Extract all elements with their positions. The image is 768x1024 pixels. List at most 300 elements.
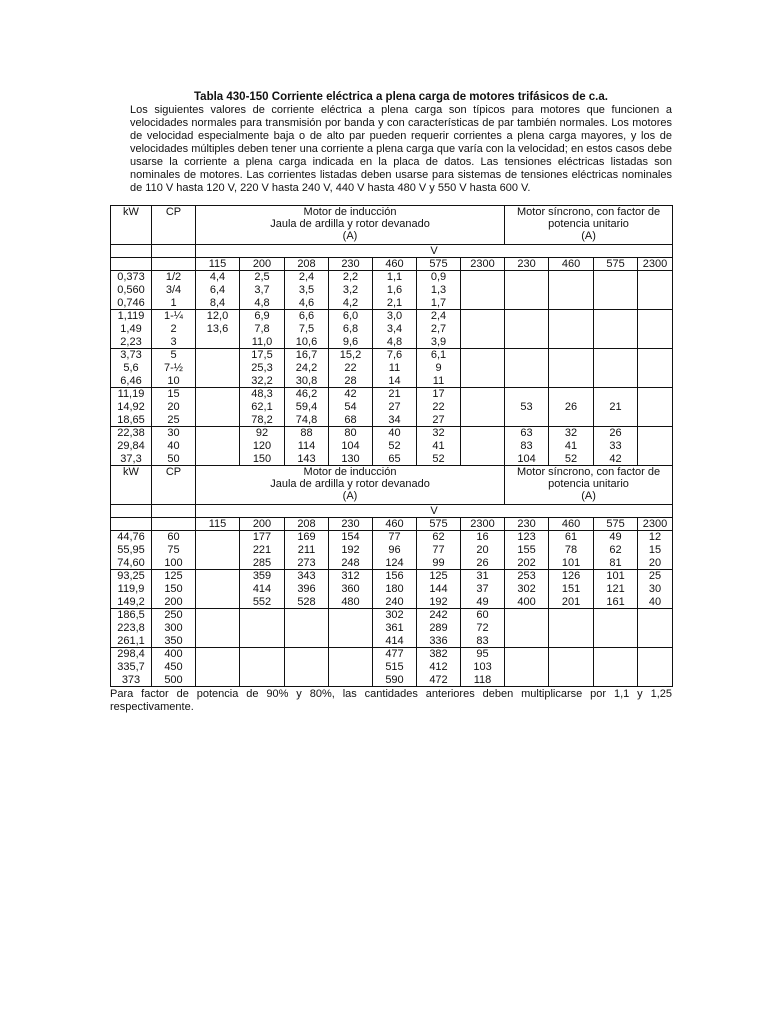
current-cell: 30 [638, 583, 673, 596]
current-cell [549, 622, 594, 635]
cp-cell: 450 [152, 661, 196, 674]
table-row [111, 284, 673, 297]
current-cell: 2,4 [417, 310, 461, 323]
current-cell [638, 388, 673, 401]
kw-cell: 223,8 [111, 622, 152, 635]
kw-cell: 3,73 [111, 349, 152, 362]
current-cell: 6,6 [285, 310, 329, 323]
current-cell: 41 [417, 440, 461, 453]
current-cell: 32 [549, 427, 594, 440]
current-cell: 289 [417, 622, 461, 635]
voltage-header: 200 [240, 258, 285, 271]
current-cell: 15,2 [329, 349, 373, 362]
kw-cell: 1,119 [111, 310, 152, 323]
current-cell [549, 284, 594, 297]
current-cell: 359 [240, 570, 285, 583]
voltage-header: 575 [417, 518, 461, 531]
current-cell: 12,0 [196, 310, 240, 323]
current-cell [196, 596, 240, 609]
current-cell [285, 648, 329, 661]
voltage-row [111, 518, 673, 531]
current-cell [505, 674, 549, 687]
current-cell [594, 323, 638, 336]
cp-cell: 20 [152, 401, 196, 414]
current-cell [549, 414, 594, 427]
current-cell: 53 [505, 401, 549, 414]
cp-cell: 300 [152, 622, 196, 635]
table-row [111, 427, 673, 440]
current-cell [638, 401, 673, 414]
kw-cell: 149,2 [111, 596, 152, 609]
current-cell [549, 336, 594, 349]
current-cell: 40 [373, 427, 417, 440]
voltage-header: 2300 [461, 518, 505, 531]
current-cell: 151 [549, 583, 594, 596]
header-voltage-label: V [196, 245, 673, 258]
current-cell: 400 [505, 596, 549, 609]
voltage-header: 230 [329, 258, 373, 271]
current-cell: 240 [373, 596, 417, 609]
voltage-header: 575 [594, 518, 638, 531]
kw-cell: 74,60 [111, 557, 152, 570]
current-cell: 62,1 [240, 401, 285, 414]
current-cell [196, 414, 240, 427]
kw-cell: 14,92 [111, 401, 152, 414]
current-cell [196, 622, 240, 635]
current-cell: 124 [373, 557, 417, 570]
voltage-header: 230 [505, 518, 549, 531]
current-cell [638, 323, 673, 336]
current-cell: 4,8 [240, 297, 285, 310]
current-cell: 472 [417, 674, 461, 687]
table-row [111, 596, 673, 609]
current-cell: 343 [285, 570, 329, 583]
current-cell: 6,0 [329, 310, 373, 323]
voltage-header: 460 [549, 258, 594, 271]
table-row [111, 362, 673, 375]
current-cell: 17,5 [240, 349, 285, 362]
cp-cell: 250 [152, 609, 196, 622]
current-cell: 27 [417, 414, 461, 427]
table-row [111, 388, 673, 401]
current-cell: 60 [461, 609, 505, 622]
current-cell: 31 [461, 570, 505, 583]
header-cp: CP [152, 206, 196, 245]
table-row [111, 674, 673, 687]
current-cell: 180 [373, 583, 417, 596]
current-cell [240, 622, 285, 635]
current-cell: 253 [505, 570, 549, 583]
current-cell: 17 [417, 388, 461, 401]
current-cell: 20 [461, 544, 505, 557]
current-cell [594, 336, 638, 349]
table-row [111, 297, 673, 310]
current-cell: 169 [285, 531, 329, 544]
current-cell: 4,6 [285, 297, 329, 310]
current-cell: 78 [549, 544, 594, 557]
current-cell: 10,6 [285, 336, 329, 349]
footer-note: Para factor de potencia de 90% y 80%, las cantidades anteriores deben multiplicarse por 1,1 y 1,25 respectivamente. [110, 688, 672, 713]
current-cell [594, 362, 638, 375]
current-cell: 49 [594, 531, 638, 544]
current-cell [329, 635, 373, 648]
current-cell [505, 609, 549, 622]
current-cell: 2,2 [329, 271, 373, 284]
current-cell [638, 609, 673, 622]
current-cell: 61 [549, 531, 594, 544]
header-induction-motor: Motor de inducción Jaula de ardilla y rotor devanado (A) [196, 206, 505, 245]
table-row [111, 622, 673, 635]
current-cell: 120 [240, 440, 285, 453]
current-cell [461, 440, 505, 453]
current-cell [638, 622, 673, 635]
current-cell: 46,2 [285, 388, 329, 401]
current-cell [505, 310, 549, 323]
current-cell: 3,4 [373, 323, 417, 336]
current-cell: 6,4 [196, 284, 240, 297]
current-cell: 4,8 [373, 336, 417, 349]
current-cell: 88 [285, 427, 329, 440]
current-cell [196, 362, 240, 375]
current-cell: 32,2 [240, 375, 285, 388]
cp-cell: 100 [152, 557, 196, 570]
voltage-header: 460 [549, 518, 594, 531]
header-kw: kW [111, 466, 152, 505]
current-cell: 201 [549, 596, 594, 609]
current-cell: 101 [549, 557, 594, 570]
current-cell: 1,1 [373, 271, 417, 284]
current-cell [505, 323, 549, 336]
current-cell: 33 [594, 440, 638, 453]
current-cell: 49 [461, 596, 505, 609]
header-row [111, 245, 673, 258]
current-cell: 2,1 [373, 297, 417, 310]
current-cell: 22 [329, 362, 373, 375]
current-cell [461, 388, 505, 401]
current-cell [638, 661, 673, 674]
current-cell: 40 [638, 596, 673, 609]
current-cell: 7,8 [240, 323, 285, 336]
current-cell: 1,6 [373, 284, 417, 297]
current-cell: 414 [373, 635, 417, 648]
current-cell: 12 [638, 531, 673, 544]
voltage-header: 2300 [638, 258, 673, 271]
current-cell: 528 [285, 596, 329, 609]
current-cell [549, 362, 594, 375]
current-cell [638, 648, 673, 661]
current-cell [594, 622, 638, 635]
current-cell: 361 [373, 622, 417, 635]
current-cell [638, 297, 673, 310]
current-cell [505, 284, 549, 297]
current-cell [505, 388, 549, 401]
current-cell: 8,4 [196, 297, 240, 310]
current-cell: 104 [505, 453, 549, 466]
current-cell: 123 [505, 531, 549, 544]
table-row [111, 609, 673, 622]
kw-cell: 29,84 [111, 440, 152, 453]
kw-cell: 0,373 [111, 271, 152, 284]
current-cell: 154 [329, 531, 373, 544]
current-cell: 143 [285, 453, 329, 466]
document-page [110, 90, 672, 714]
current-cell: 15 [638, 544, 673, 557]
current-cell: 68 [329, 414, 373, 427]
current-cell: 590 [373, 674, 417, 687]
current-cell [638, 271, 673, 284]
current-cell: 3,2 [329, 284, 373, 297]
current-cell: 81 [594, 557, 638, 570]
current-cell: 41 [549, 440, 594, 453]
kw-cell: 373 [111, 674, 152, 687]
table-row [111, 336, 673, 349]
cp-cell: 3/4 [152, 284, 196, 297]
current-cell [329, 648, 373, 661]
current-cell: 30,8 [285, 375, 329, 388]
current-cell: 3,0 [373, 310, 417, 323]
cp-cell: 150 [152, 583, 196, 596]
current-cell: 74,8 [285, 414, 329, 427]
current-cell: 192 [417, 596, 461, 609]
current-cell [196, 661, 240, 674]
current-cell [240, 609, 285, 622]
current-cell: 202 [505, 557, 549, 570]
current-cell: 62 [594, 544, 638, 557]
kw-cell: 186,5 [111, 609, 152, 622]
table-row [111, 661, 673, 674]
kw-cell: 22,38 [111, 427, 152, 440]
current-cell: 2,5 [240, 271, 285, 284]
current-cell: 6,9 [240, 310, 285, 323]
current-cell [549, 674, 594, 687]
current-cell [461, 401, 505, 414]
current-cell [594, 674, 638, 687]
current-cell: 59,4 [285, 401, 329, 414]
current-cell: 248 [329, 557, 373, 570]
current-cell [196, 570, 240, 583]
current-cell: 28 [329, 375, 373, 388]
table-row [111, 375, 673, 388]
table-row [111, 583, 673, 596]
current-cell: 0,9 [417, 271, 461, 284]
current-cell: 211 [285, 544, 329, 557]
current-cell: 83 [505, 440, 549, 453]
voltage-header: 208 [285, 518, 329, 531]
current-cell: 177 [240, 531, 285, 544]
current-cell: 302 [373, 609, 417, 622]
current-cell [594, 310, 638, 323]
current-cell [461, 310, 505, 323]
current-cell [196, 375, 240, 388]
voltage-header: 575 [594, 258, 638, 271]
current-cell: 150 [240, 453, 285, 466]
current-cell [196, 531, 240, 544]
current-cell: 65 [373, 453, 417, 466]
current-cell: 480 [329, 596, 373, 609]
current-cell [196, 427, 240, 440]
current-cell: 285 [240, 557, 285, 570]
current-cell [329, 674, 373, 687]
current-cell [594, 609, 638, 622]
voltage-header: 2300 [461, 258, 505, 271]
current-cell [594, 375, 638, 388]
voltage-header: 230 [505, 258, 549, 271]
current-cell: 312 [329, 570, 373, 583]
current-cell: 32 [417, 427, 461, 440]
current-cell: 192 [329, 544, 373, 557]
current-cell: 156 [373, 570, 417, 583]
current-cell [461, 297, 505, 310]
voltage-header: 460 [373, 518, 417, 531]
current-cell: 54 [329, 401, 373, 414]
current-cell: 9 [417, 362, 461, 375]
kw-cell: 0,746 [111, 297, 152, 310]
current-cell: 52 [417, 453, 461, 466]
cp-cell: 30 [152, 427, 196, 440]
current-cell: 11 [417, 375, 461, 388]
kw-cell: 11,19 [111, 388, 152, 401]
voltage-header: 230 [329, 518, 373, 531]
current-cell [461, 362, 505, 375]
current-cell [240, 674, 285, 687]
current-cell [196, 635, 240, 648]
kw-cell: 93,25 [111, 570, 152, 583]
current-cell [285, 661, 329, 674]
current-cell [549, 648, 594, 661]
table-row [111, 323, 673, 336]
current-cell [594, 271, 638, 284]
current-cell: 130 [329, 453, 373, 466]
table-row [111, 531, 673, 544]
kw-cell: 2,23 [111, 336, 152, 349]
current-cell: 11 [373, 362, 417, 375]
current-cell [461, 336, 505, 349]
kw-cell: 335,7 [111, 661, 152, 674]
kw-cell: 18,65 [111, 414, 152, 427]
table-row [111, 570, 673, 583]
current-cell [549, 609, 594, 622]
kw-cell: 5,6 [111, 362, 152, 375]
cp-cell: 3 [152, 336, 196, 349]
current-cell [196, 349, 240, 362]
table-row [111, 544, 673, 557]
voltage-header: 575 [417, 258, 461, 271]
current-cell [285, 609, 329, 622]
current-cell [196, 544, 240, 557]
table-row [111, 648, 673, 661]
current-cell: 14 [373, 375, 417, 388]
current-cell [240, 635, 285, 648]
header-blank [111, 505, 152, 518]
current-cell [461, 323, 505, 336]
current-cell: 7,5 [285, 323, 329, 336]
current-cell: 302 [505, 583, 549, 596]
current-cell: 125 [417, 570, 461, 583]
current-cell [594, 297, 638, 310]
current-cell: 78,2 [240, 414, 285, 427]
current-cell [594, 349, 638, 362]
current-cell: 1,7 [417, 297, 461, 310]
cp-cell: 50 [152, 453, 196, 466]
current-cell [240, 661, 285, 674]
current-cell [461, 271, 505, 284]
current-cell [638, 414, 673, 427]
intro-paragraph: Los siguientes valores de corriente eléctrica a plena carga son típicos para motores que funcionen a velocidades normales para transmisión por banda y con características de par también normales. Los motores de velocidad especialmente baja o de alto par pueden requerir corrientes a plena carga mayores, y los de velocidades múltiples deben tener una corriente a plena carga que varía con la velocidad; en estos casos debe usarse la corriente a plena carga indicada en la placa de datos. Las tensiones eléctricas listadas son nominales de motores. Las corrientes listadas deben usarse para sistemas de tensiones eléctricas nominales de 110 V hasta 120 V, 220 V hasta 240 V, 440 V hasta 480 V y 550 V hasta 600 V. [130, 104, 672, 194]
current-cell [594, 648, 638, 661]
current-cell: 37 [461, 583, 505, 596]
current-cell [505, 271, 549, 284]
kw-cell: 1,49 [111, 323, 152, 336]
current-cell [638, 635, 673, 648]
current-cell [638, 453, 673, 466]
current-cell: 25,3 [240, 362, 285, 375]
current-cell [329, 609, 373, 622]
current-cell [196, 583, 240, 596]
header-blank [152, 245, 196, 258]
current-cell: 4,2 [329, 297, 373, 310]
current-cell [196, 674, 240, 687]
header-induction-motor: Motor de inducción Jaula de ardilla y rotor devanado (A) [196, 466, 505, 505]
current-cell [461, 375, 505, 388]
current-cell: 118 [461, 674, 505, 687]
current-cell: 242 [417, 609, 461, 622]
kw-cell: 119,9 [111, 583, 152, 596]
current-cell: 101 [594, 570, 638, 583]
header-blank [111, 258, 152, 271]
cp-cell: 400 [152, 648, 196, 661]
current-cell [594, 284, 638, 297]
kw-cell: 37,3 [111, 453, 152, 466]
header-blank [111, 245, 152, 258]
current-cell [505, 414, 549, 427]
current-cell [240, 648, 285, 661]
current-cell [461, 349, 505, 362]
current-cell: 3,5 [285, 284, 329, 297]
current-cell: 77 [373, 531, 417, 544]
voltage-header: 460 [373, 258, 417, 271]
current-cell: 2,4 [285, 271, 329, 284]
cp-cell: 1/2 [152, 271, 196, 284]
current-cell: 2,7 [417, 323, 461, 336]
current-cell [196, 388, 240, 401]
current-cell: 103 [461, 661, 505, 674]
kw-cell: 0,560 [111, 284, 152, 297]
current-cell: 27 [373, 401, 417, 414]
current-cell [549, 388, 594, 401]
current-cell [285, 674, 329, 687]
current-cell [638, 284, 673, 297]
cp-cell: 7-½ [152, 362, 196, 375]
current-cell: 52 [549, 453, 594, 466]
current-cell: 104 [329, 440, 373, 453]
current-cell [594, 414, 638, 427]
current-cell: 7,6 [373, 349, 417, 362]
current-cell: 21 [373, 388, 417, 401]
kw-cell: 298,4 [111, 648, 152, 661]
current-cell [461, 414, 505, 427]
current-cell: 414 [240, 583, 285, 596]
current-cell [505, 297, 549, 310]
current-cell: 48,3 [240, 388, 285, 401]
table-row [111, 310, 673, 323]
cp-cell: 25 [152, 414, 196, 427]
current-cell [505, 362, 549, 375]
header-voltage-label: V [196, 505, 673, 518]
table-row [111, 349, 673, 362]
current-cell [196, 648, 240, 661]
current-cell: 16 [461, 531, 505, 544]
current-cell: 121 [594, 583, 638, 596]
